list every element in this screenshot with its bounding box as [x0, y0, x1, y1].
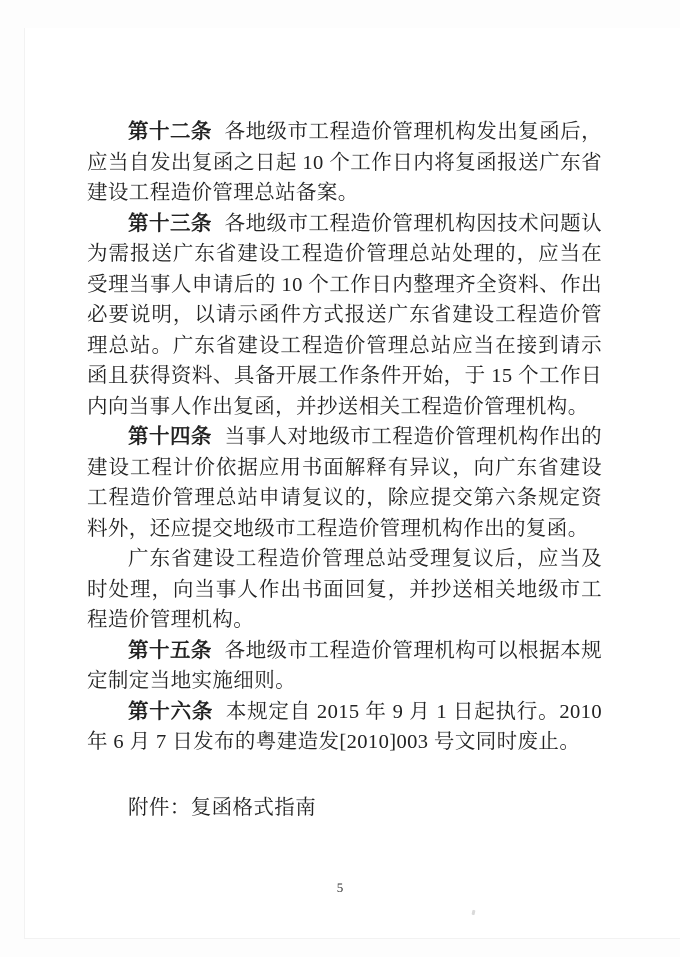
article-12-text: 各地级市工程造价管理机构发出复函后，应当自发出复函之日起 10 个工作日内将复函报送广东省建设工程造价管理总站备案。	[87, 121, 602, 204]
article-14-paragraph	[87, 422, 602, 544]
document-body	[87, 117, 602, 823]
article-16-text: 本规定自 2015 年 9 月 1 日起执行。2010 年 6 月 7 日发布的粤建造发[2010]003 号文同时废止。	[87, 700, 602, 753]
article-13-number: 第十三条	[128, 212, 212, 235]
article-16-paragraph	[87, 697, 602, 758]
page-number: 5	[336, 880, 344, 895]
article-12-paragraph	[87, 117, 602, 209]
article-14-text: 当事人对地级市工程造价管理机构作出的建设工程计价依据应用书面解释有异议，向广东省建设工程造价管理总站申请复议的，除应提交第六条规定资料外，还应提交地级市工程造价管理机构作出的复函。	[87, 426, 602, 540]
article-13-text: 各地级市工程造价管理机构因技术问题认为需报送广东省建设工程造价管理总站处理的，应当在受理当事人申请后的 10 个工作日内整理齐全资料、作出必要说明，以请示函件方式报送广东省建设工程造价管理总站。广东省建设工程造价管理总站应当在接到请示函且获得资料、具备开展工作条件开始，于 15 个工作日内向当事人作出复函，并抄送相关工程造价管理机构。	[87, 212, 602, 418]
article-15-paragraph	[87, 636, 602, 697]
attachment-line: 附件：复函格式指南	[128, 796, 317, 819]
article-13-paragraph	[87, 209, 602, 423]
article-14-number: 第十四条	[128, 426, 212, 448]
article-14-continuation-text: 广东省建设工程造价管理总站受理复议后，应当及时处理，向当事人作出书面回复，并抄送相关地级市工程造价管理机构。	[87, 548, 602, 631]
article-12-number: 第十二条	[128, 121, 212, 143]
article-15-text: 各地级市工程造价管理机构可以根据本规定制定当地实施细则。	[87, 639, 602, 692]
article-14-continuation-paragraph	[87, 544, 602, 636]
article-15-number: 第十五条	[128, 639, 212, 662]
article-16-number: 第十六条	[128, 700, 214, 723]
